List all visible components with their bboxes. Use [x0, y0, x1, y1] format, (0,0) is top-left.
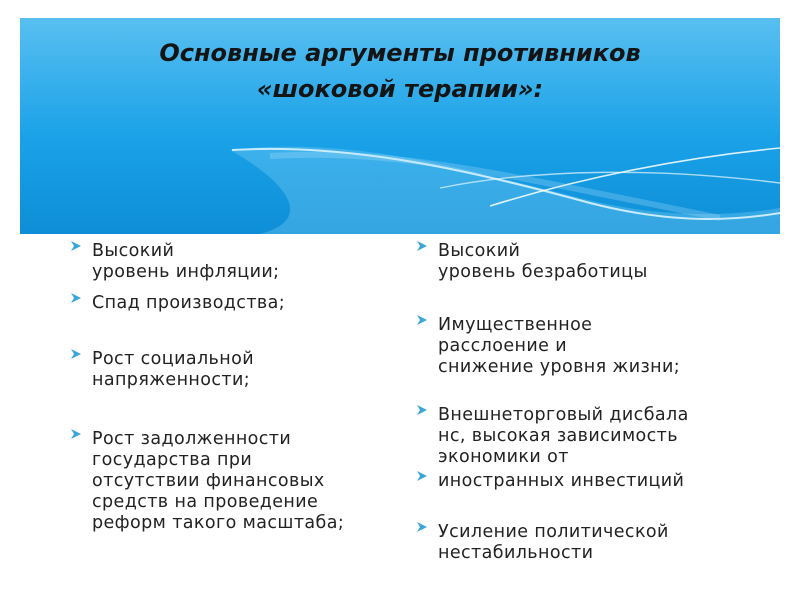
list-item-text: напряженности; — [92, 370, 251, 390]
list-item-text: Усиление политической — [438, 522, 669, 542]
list-item-text: Спад производства; — [92, 293, 286, 313]
list-item — [438, 241, 648, 283]
list-item — [438, 315, 680, 378]
list-item-text: расслоение и — [438, 336, 568, 356]
list-item-text: иностранных инвестиций — [438, 471, 685, 491]
list-item — [438, 471, 684, 492]
list-item-text: уровень инфляции; — [92, 262, 280, 282]
chevron-arrow-bullet-icon — [416, 404, 428, 416]
chevron-arrow-bullet-icon — [70, 292, 82, 304]
list-item — [92, 293, 285, 314]
list-item-text: Рост задолженности — [92, 429, 292, 449]
list-item-text: Внешнеторговый дисбала — [438, 405, 689, 425]
list-item-text: нестабильности — [438, 543, 594, 563]
list-item-text: реформ такого масштаба; — [92, 513, 345, 533]
list-item-text: снижение уровня жизни; — [438, 357, 681, 377]
chevron-arrow-bullet-icon — [416, 521, 428, 533]
page-title-line2: «шоковой терапии»: — [256, 75, 544, 103]
chevron-arrow-bullet-icon — [416, 240, 428, 252]
list-item-text: уровень безработицы — [438, 262, 648, 282]
page-title-line1: Основные аргументы противников — [159, 39, 641, 67]
list-item-text: Высокий — [438, 241, 521, 261]
title-banner — [20, 18, 780, 234]
list-item-text: средств на проведение — [92, 492, 319, 512]
list-item — [92, 349, 254, 391]
list-item — [92, 241, 279, 283]
list-item — [438, 405, 689, 468]
list-item — [92, 429, 344, 534]
list-item-text: Высокий — [92, 241, 175, 261]
list-item-text: государства при — [92, 450, 253, 470]
list-item-text: нс, высокая зависимость — [438, 426, 678, 446]
chevron-arrow-bullet-icon — [70, 348, 82, 360]
chevron-arrow-bullet-icon — [70, 240, 82, 252]
list-item-text: Имущественное — [438, 315, 593, 335]
list-item-text: экономики от — [438, 447, 569, 467]
list-item — [438, 522, 669, 564]
list-item-text: отсутствии финансовых — [92, 471, 325, 491]
chevron-arrow-bullet-icon — [416, 470, 428, 482]
chevron-arrow-bullet-icon — [416, 314, 428, 326]
chevron-arrow-bullet-icon — [70, 428, 82, 440]
list-item-text: Рост социальной — [92, 349, 254, 369]
